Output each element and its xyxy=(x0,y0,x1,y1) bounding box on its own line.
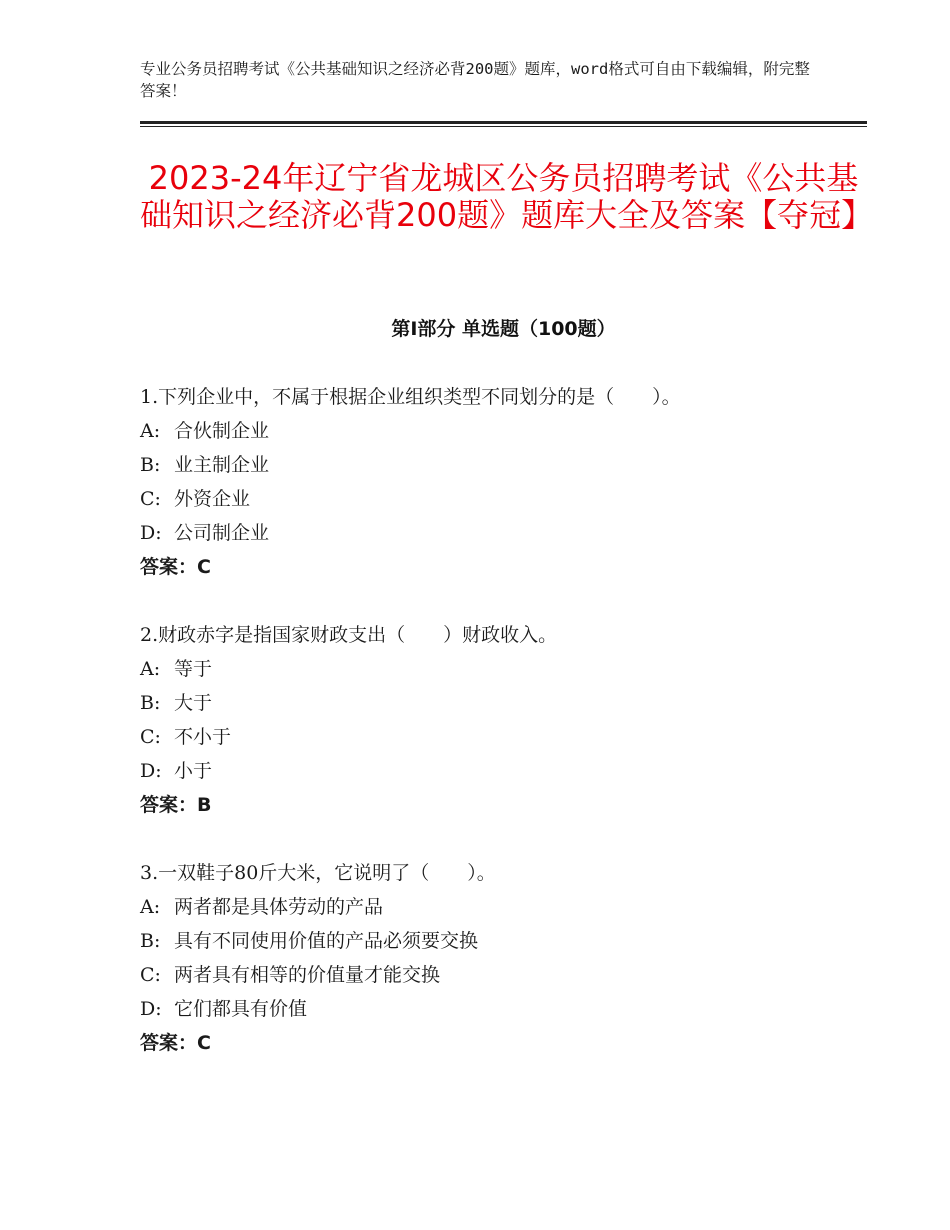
option-letter: D: xyxy=(140,522,162,544)
answer-line xyxy=(140,788,867,822)
option-d xyxy=(140,992,867,1026)
option-letter: C: xyxy=(140,964,161,986)
option-a xyxy=(140,414,867,448)
option-b xyxy=(140,924,867,958)
question-block xyxy=(140,618,867,822)
option-text: 不小于 xyxy=(174,726,232,748)
option-c xyxy=(140,958,867,992)
option-d xyxy=(140,516,867,550)
option-a xyxy=(140,652,867,686)
option-letter: A: xyxy=(140,420,161,442)
option-text: 它们都具有价值 xyxy=(174,998,308,1020)
answer-line xyxy=(140,550,867,584)
answer-value: C xyxy=(197,556,211,578)
document-title: 2023-24年辽宁省龙城区公务员招聘考试《公共基础知识之经济必背200题》题库大全及答案【夺冠】 xyxy=(140,159,874,234)
option-letter: D: xyxy=(140,760,162,782)
answer-label: 答案： xyxy=(140,556,198,578)
question-stem: 2.财政赤字是指国家财政支出（ ）财政收入。 xyxy=(140,624,558,646)
option-text: 两者都是具体劳动的产品 xyxy=(174,896,384,918)
answer-value: B xyxy=(197,794,212,816)
option-text: 大于 xyxy=(174,692,213,714)
option-letter: A: xyxy=(140,896,161,918)
question-stem: 3.一双鞋子80斤大米，它说明了（ ）。 xyxy=(140,862,496,884)
option-text: 公司制企业 xyxy=(174,522,270,544)
option-b xyxy=(140,686,867,720)
question-block xyxy=(140,380,867,584)
option-letter: A: xyxy=(140,658,161,680)
header-note: 专业公务员招聘考试《公共基础知识之经济必背200题》题库，word格式可自由下载编辑，附完整答案！ xyxy=(140,60,810,100)
option-a xyxy=(140,890,867,924)
option-letter: B: xyxy=(140,454,161,476)
question-block xyxy=(140,856,867,1060)
header-rule-thin xyxy=(140,126,867,127)
option-b xyxy=(140,448,867,482)
question-list xyxy=(140,380,867,1094)
answer-value: C xyxy=(197,1032,211,1054)
option-letter: D: xyxy=(140,998,162,1020)
option-text: 合伙制企业 xyxy=(174,420,270,442)
option-text: 等于 xyxy=(174,658,213,680)
option-text: 小于 xyxy=(174,760,213,782)
option-text: 两者具有相等的价值量才能交换 xyxy=(174,964,441,986)
option-text: 业主制企业 xyxy=(174,454,270,476)
answer-label: 答案： xyxy=(140,794,198,816)
option-letter: B: xyxy=(140,930,161,952)
option-d xyxy=(140,754,867,788)
section-title: 第Ⅰ部分 单选题（100题） xyxy=(391,318,616,340)
option-letter: C: xyxy=(140,488,161,510)
option-c xyxy=(140,482,867,516)
header-rule-thick xyxy=(140,121,867,124)
option-letter: C: xyxy=(140,726,161,748)
answer-line xyxy=(140,1026,867,1060)
option-text: 外资企业 xyxy=(174,488,251,510)
option-c xyxy=(140,720,867,754)
answer-label: 答案： xyxy=(140,1032,198,1054)
question-stem: 1.下列企业中，不属于根据企业组织类型不同划分的是（ ）。 xyxy=(140,386,681,408)
option-letter: B: xyxy=(140,692,161,714)
option-text: 具有不同使用价值的产品必须要交换 xyxy=(174,930,479,952)
